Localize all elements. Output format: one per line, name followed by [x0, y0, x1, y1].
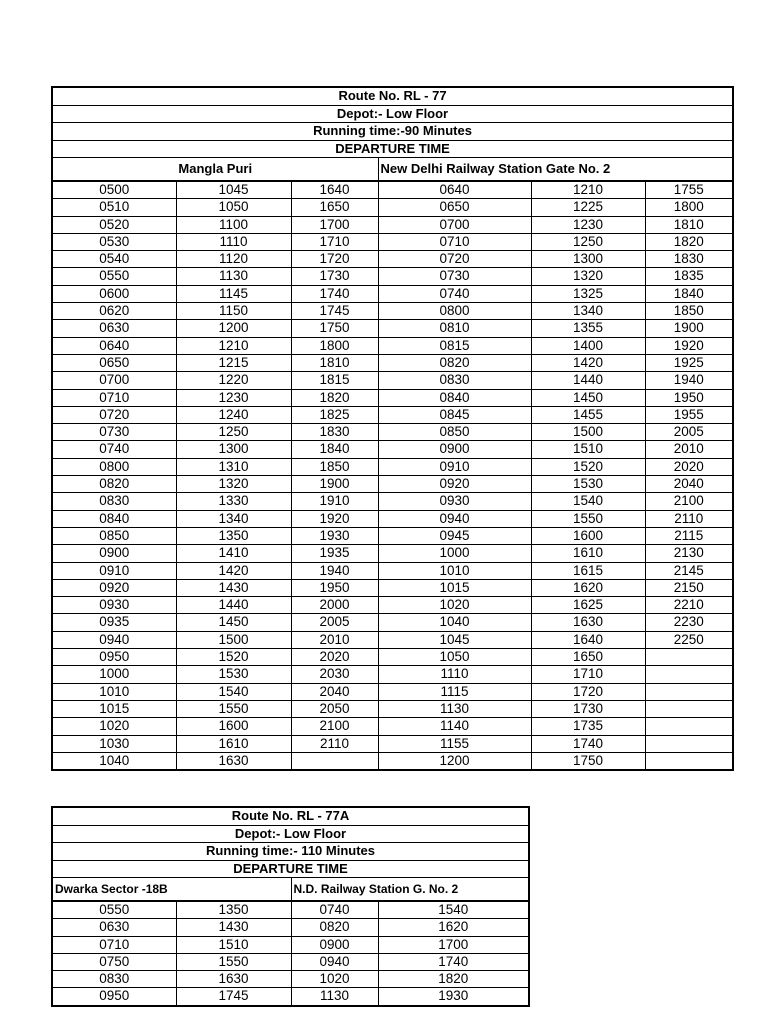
departure-time-cell: 0710 [52, 936, 176, 953]
departure-time-cell [291, 752, 378, 770]
departure-time-cell: 1050 [378, 649, 531, 666]
route-rl77-table [51, 86, 734, 771]
departure-time-cell: 1100 [176, 216, 291, 233]
departure-time-cell: 1300 [531, 251, 645, 268]
departure-time-cell: 0910 [378, 458, 531, 475]
departure-time-cell: 2230 [645, 614, 733, 631]
departure-time-cell: 2010 [291, 631, 378, 648]
departure-time-cell: 0945 [378, 527, 531, 544]
departure-time-cell: 1900 [291, 476, 378, 493]
departure-time-cell: 0800 [378, 303, 531, 320]
departure-time-cell: 1810 [291, 354, 378, 371]
departure-time-cell: 0720 [52, 406, 176, 423]
departure-time-cell: 2150 [645, 579, 733, 596]
departure-time-cell: 1920 [291, 510, 378, 527]
departure-time-cell: 0630 [52, 919, 176, 936]
departure-time-cell: 0710 [52, 389, 176, 406]
departure-time-cell: 1835 [645, 268, 733, 285]
departure-time-cell: 1700 [378, 936, 529, 953]
departure-time-cell: 1325 [531, 285, 645, 302]
departure-time-cell: 1710 [531, 666, 645, 683]
departure-time-cell: 0740 [378, 285, 531, 302]
departure-time-cell: 1225 [531, 199, 645, 216]
departure-time-cell: 2010 [645, 441, 733, 458]
departure-time-cell [645, 683, 733, 700]
departure-time-cell: 0620 [52, 303, 176, 320]
table-row [52, 233, 733, 250]
departure-time-cell: 1940 [291, 562, 378, 579]
departure-time-cell: 0730 [378, 268, 531, 285]
departure-time-cell: 0845 [378, 406, 531, 423]
departure-time-cell: 1355 [531, 320, 645, 337]
table-row [52, 493, 733, 510]
departure-time-cell: 1120 [176, 251, 291, 268]
departure-time-cell: 1940 [645, 372, 733, 389]
table-row [52, 527, 733, 544]
departure-time-cell: 1730 [531, 700, 645, 717]
table-row [52, 545, 733, 562]
departure-time-cell: 1840 [645, 285, 733, 302]
departure-time-cell: 1825 [291, 406, 378, 423]
departure-time-cell: 1015 [52, 700, 176, 717]
departure-time-cell: 2050 [291, 700, 378, 717]
departure-time-cell: 1200 [378, 752, 531, 770]
table-row [52, 458, 733, 475]
departure-time-cell: 1530 [176, 666, 291, 683]
departure-time-cell: 2040 [291, 683, 378, 700]
departure-time-cell: 0800 [52, 458, 176, 475]
running-time-label: Running time:- 110 Minutes [52, 843, 529, 861]
table-row [52, 735, 733, 752]
table-row [52, 936, 529, 953]
departure-time-cell: 1815 [291, 372, 378, 389]
departure-time-cell: 1630 [176, 752, 291, 770]
departure-time-cell: 1820 [378, 971, 529, 988]
departure-time-cell: 1430 [176, 579, 291, 596]
departure-time-cell: 1400 [531, 337, 645, 354]
departure-time-cell: 1350 [176, 901, 291, 919]
departure-time-cell: 0700 [378, 216, 531, 233]
departure-time-cell: 0740 [291, 901, 378, 919]
departure-time-cell: 1130 [378, 700, 531, 717]
table-row [52, 683, 733, 700]
table-row [52, 666, 733, 683]
table-row [52, 181, 733, 199]
departure-time-cell: 0500 [52, 181, 176, 199]
departure-time-cell: 0940 [52, 631, 176, 648]
departure-time-cell: 1740 [291, 285, 378, 302]
departure-time-cell: 1340 [531, 303, 645, 320]
departure-time-cell: 1720 [531, 683, 645, 700]
departure-time-cell: 1210 [531, 181, 645, 199]
departure-time-cell: 1640 [531, 631, 645, 648]
destination-stop: N.D. Railway Station G. No. 2 [291, 878, 529, 902]
table-row [52, 953, 529, 970]
departure-time-cell: 1800 [645, 199, 733, 216]
departure-time-cell: 1230 [531, 216, 645, 233]
departure-time-cell: 2005 [645, 424, 733, 441]
departure-time-cell: 1800 [291, 337, 378, 354]
departure-time-cell: 0740 [52, 441, 176, 458]
departure-time-cell: 0830 [378, 372, 531, 389]
departure-time-cell: 1950 [291, 579, 378, 596]
table-row [52, 406, 733, 423]
departure-time-cell: 0700 [52, 372, 176, 389]
departure-time-cell: 1530 [531, 476, 645, 493]
departure-time-cell: 1140 [378, 718, 531, 735]
departure-time-cell: 1455 [531, 406, 645, 423]
table-row [52, 285, 733, 302]
departure-time-cell: 1020 [52, 718, 176, 735]
departure-time-heading: DEPARTURE TIME [52, 860, 529, 878]
departure-time-cell [645, 735, 733, 752]
departure-time-cell: 0820 [378, 354, 531, 371]
departure-time-cell: 1600 [531, 527, 645, 544]
origin-stop: Mangla Puri [52, 158, 378, 182]
table-row [52, 389, 733, 406]
departure-time-cell: 1520 [176, 649, 291, 666]
table-row [52, 718, 733, 735]
departure-time-cell: 0930 [378, 493, 531, 510]
departure-time-cell: 0900 [52, 545, 176, 562]
departure-time-cell: 1640 [291, 181, 378, 199]
departure-time-cell: 1040 [52, 752, 176, 770]
departure-time-cell: 2210 [645, 597, 733, 614]
departure-time-cell [645, 718, 733, 735]
departure-time-cell: 1520 [531, 458, 645, 475]
departure-time-cell: 0830 [52, 493, 176, 510]
table-row [52, 476, 733, 493]
departure-time-cell: 1210 [176, 337, 291, 354]
table-row [52, 614, 733, 631]
departure-time-cell: 1650 [531, 649, 645, 666]
departure-time-cell: 1020 [378, 597, 531, 614]
departure-time-cell: 2100 [645, 493, 733, 510]
departure-time-cell: 2000 [291, 597, 378, 614]
departure-time-cell: 1600 [176, 718, 291, 735]
departure-time-cell: 1450 [531, 389, 645, 406]
departure-time-cell: 1620 [531, 579, 645, 596]
departure-time-cell: 1240 [176, 406, 291, 423]
table-row [52, 337, 733, 354]
departure-time-cell: 1610 [531, 545, 645, 562]
departure-time-cell: 1735 [531, 718, 645, 735]
departure-time-cell: 1550 [531, 510, 645, 527]
departure-time-cell: 2020 [645, 458, 733, 475]
departure-time-cell: 0540 [52, 251, 176, 268]
departure-time-cell: 0650 [52, 354, 176, 371]
departure-time-cell: 2145 [645, 562, 733, 579]
depot-label: Depot:- Low Floor [52, 105, 733, 123]
departure-time-cell: 1630 [531, 614, 645, 631]
table-row [52, 354, 733, 371]
table-row [52, 424, 733, 441]
depot-label: Depot:- Low Floor [52, 825, 529, 843]
departure-time-cell: 1745 [291, 303, 378, 320]
departure-time-cell: 0720 [378, 251, 531, 268]
departure-time-cell: 0940 [378, 510, 531, 527]
table-row [52, 597, 733, 614]
departure-time-cell: 1350 [176, 527, 291, 544]
departure-time-cell [645, 700, 733, 717]
departure-time-cell: 1820 [291, 389, 378, 406]
departure-time-cell: 1020 [291, 971, 378, 988]
table-row [52, 251, 733, 268]
departure-time-cell: 1130 [176, 268, 291, 285]
departure-time-cell: 0900 [291, 936, 378, 953]
departure-time-cell: 1410 [176, 545, 291, 562]
departure-time-cell: 0930 [52, 597, 176, 614]
departure-time-cell [645, 649, 733, 666]
departure-time-cell: 2110 [291, 735, 378, 752]
route-title: Route No. RL - 77A [52, 807, 529, 825]
departure-time-cell [645, 752, 733, 770]
departure-time-cell: 1615 [531, 562, 645, 579]
departure-time-cell: 1930 [291, 527, 378, 544]
departure-time-cell: 0550 [52, 268, 176, 285]
departure-time-cell: 1920 [645, 337, 733, 354]
departure-time-cell: 1340 [176, 510, 291, 527]
departure-time-cell: 0815 [378, 337, 531, 354]
table-row [52, 199, 733, 216]
departure-time-cell: 2005 [291, 614, 378, 631]
departure-time-cell: 1030 [52, 735, 176, 752]
departure-time-cell: 0730 [52, 424, 176, 441]
departure-time-cell: 1700 [291, 216, 378, 233]
departure-time-heading: DEPARTURE TIME [52, 140, 733, 158]
departure-time-cell: 0550 [52, 901, 176, 919]
table-row [52, 562, 733, 579]
route-title: Route No. RL - 77 [52, 87, 733, 105]
departure-time-cell: 0810 [378, 320, 531, 337]
table-row [52, 901, 529, 919]
departure-time-cell: 1510 [176, 936, 291, 953]
departure-time-cell: 0600 [52, 285, 176, 302]
departure-time-cell: 2100 [291, 718, 378, 735]
departure-time-cell: 1050 [176, 199, 291, 216]
departure-time-cell: 0640 [52, 337, 176, 354]
departure-time-cell: 0950 [52, 649, 176, 666]
departure-time-cell: 1440 [176, 597, 291, 614]
departure-time-cell: 0850 [52, 527, 176, 544]
table-row [52, 303, 733, 320]
departure-time-cell: 0650 [378, 199, 531, 216]
table-row [52, 988, 529, 1006]
departure-time-cell: 1440 [531, 372, 645, 389]
departure-time-cell: 1730 [291, 268, 378, 285]
departure-time-cell: 1500 [176, 631, 291, 648]
departure-time-cell: 1750 [291, 320, 378, 337]
departure-time-cell: 2040 [645, 476, 733, 493]
table-row [52, 631, 733, 648]
departure-time-cell: 1420 [176, 562, 291, 579]
departure-time-cell: 1720 [291, 251, 378, 268]
departure-time-cell: 1040 [378, 614, 531, 631]
departure-time-cell: 1010 [378, 562, 531, 579]
departure-time-cell: 2030 [291, 666, 378, 683]
departure-time-cell: 0900 [378, 441, 531, 458]
departure-time-cell: 1740 [531, 735, 645, 752]
departure-time-cell: 1745 [176, 988, 291, 1006]
departure-time-cell: 0750 [52, 953, 176, 970]
table-row [52, 700, 733, 717]
departure-time-cell: 1810 [645, 216, 733, 233]
departure-time-cell: 0830 [52, 971, 176, 988]
departure-time-cell: 0950 [52, 988, 176, 1006]
departure-time-cell: 1330 [176, 493, 291, 510]
departure-time-cell: 1850 [291, 458, 378, 475]
departure-time-cell: 1230 [176, 389, 291, 406]
table-row [52, 919, 529, 936]
departure-time-cell: 0840 [378, 389, 531, 406]
departure-time-cell: 1045 [176, 181, 291, 199]
departure-time-cell: 1620 [378, 919, 529, 936]
table-row [52, 649, 733, 666]
table-row [52, 268, 733, 285]
departure-time-cell: 1000 [52, 666, 176, 683]
departure-time-cell: 1300 [176, 441, 291, 458]
departure-time-cell: 2020 [291, 649, 378, 666]
departure-time-cell: 1250 [531, 233, 645, 250]
departure-time-cell: 2250 [645, 631, 733, 648]
departure-time-cell: 1015 [378, 579, 531, 596]
table-row [52, 441, 733, 458]
departure-time-cell: 1430 [176, 919, 291, 936]
departure-time-cell: 1750 [531, 752, 645, 770]
departure-time-cell: 1000 [378, 545, 531, 562]
departure-time-cell: 0850 [378, 424, 531, 441]
departure-time-cell: 0640 [378, 181, 531, 199]
departure-time-cell: 1045 [378, 631, 531, 648]
departure-time-cell: 1830 [291, 424, 378, 441]
departure-time-cell: 2110 [645, 510, 733, 527]
departure-time-cell: 0840 [52, 510, 176, 527]
departure-time-cell: 1710 [291, 233, 378, 250]
departure-time-cell: 1220 [176, 372, 291, 389]
departure-time-cell: 0820 [52, 476, 176, 493]
table-row [52, 320, 733, 337]
departure-time-cell: 0820 [291, 919, 378, 936]
departure-time-cell: 1010 [52, 683, 176, 700]
departure-time-cell: 1740 [378, 953, 529, 970]
departure-time-cell: 1955 [645, 406, 733, 423]
table-row [52, 372, 733, 389]
running-time-label: Running time:-90 Minutes [52, 123, 733, 141]
departure-time-cell: 0920 [52, 579, 176, 596]
table-row [52, 579, 733, 596]
destination-stop: New Delhi Railway Station Gate No. 2 [378, 158, 733, 182]
departure-time-cell: 1115 [378, 683, 531, 700]
departure-time-cell: 1320 [176, 476, 291, 493]
departure-time-cell: 1150 [176, 303, 291, 320]
departure-time-cell: 0935 [52, 614, 176, 631]
departure-time-cell: 1625 [531, 597, 645, 614]
departure-time-cell: 1250 [176, 424, 291, 441]
departure-time-cell: 0510 [52, 199, 176, 216]
departure-time-cell: 1145 [176, 285, 291, 302]
departure-time-cell: 1650 [291, 199, 378, 216]
route-rl77a-table [51, 806, 530, 1007]
departure-time-cell: 1215 [176, 354, 291, 371]
departure-time-cell: 0920 [378, 476, 531, 493]
departure-time-cell: 1950 [645, 389, 733, 406]
departure-time-cell: 1630 [176, 971, 291, 988]
table-row [52, 510, 733, 527]
departure-time-cell: 1850 [645, 303, 733, 320]
departure-time-cell: 1550 [176, 953, 291, 970]
departure-time-cell: 0530 [52, 233, 176, 250]
departure-time-cell: 1900 [645, 320, 733, 337]
departure-time-cell: 1930 [378, 988, 529, 1006]
departure-time-cell: 1110 [176, 233, 291, 250]
departure-time-cell: 1935 [291, 545, 378, 562]
departure-time-cell: 1610 [176, 735, 291, 752]
departure-time-cell: 0910 [52, 562, 176, 579]
departure-time-cell: 1820 [645, 233, 733, 250]
table-row [52, 216, 733, 233]
departure-time-cell: 1550 [176, 700, 291, 717]
departure-time-cell: 0710 [378, 233, 531, 250]
departure-time-cell: 1130 [291, 988, 378, 1006]
departure-time-cell: 1310 [176, 458, 291, 475]
departure-time-cell: 1540 [378, 901, 529, 919]
departure-time-cell: 0630 [52, 320, 176, 337]
departure-time-cell: 0520 [52, 216, 176, 233]
departure-time-cell: 1755 [645, 181, 733, 199]
departure-time-cell: 1320 [531, 268, 645, 285]
departure-time-cell: 1540 [531, 493, 645, 510]
departure-time-cell: 1155 [378, 735, 531, 752]
departure-time-cell: 1510 [531, 441, 645, 458]
departure-time-cell: 1200 [176, 320, 291, 337]
departure-time-cell [645, 666, 733, 683]
departure-time-cell: 1110 [378, 666, 531, 683]
origin-stop: Dwarka Sector -18B [52, 878, 291, 902]
table-row [52, 752, 733, 770]
departure-time-cell: 2130 [645, 545, 733, 562]
departure-time-cell: 0940 [291, 953, 378, 970]
departure-time-cell: 1830 [645, 251, 733, 268]
departure-time-cell: 2115 [645, 527, 733, 544]
departure-time-cell: 1910 [291, 493, 378, 510]
departure-time-cell: 1540 [176, 683, 291, 700]
departure-time-cell: 1420 [531, 354, 645, 371]
departure-time-cell: 1500 [531, 424, 645, 441]
departure-time-cell: 1925 [645, 354, 733, 371]
departure-time-cell: 1840 [291, 441, 378, 458]
departure-time-cell: 1450 [176, 614, 291, 631]
table-row [52, 971, 529, 988]
